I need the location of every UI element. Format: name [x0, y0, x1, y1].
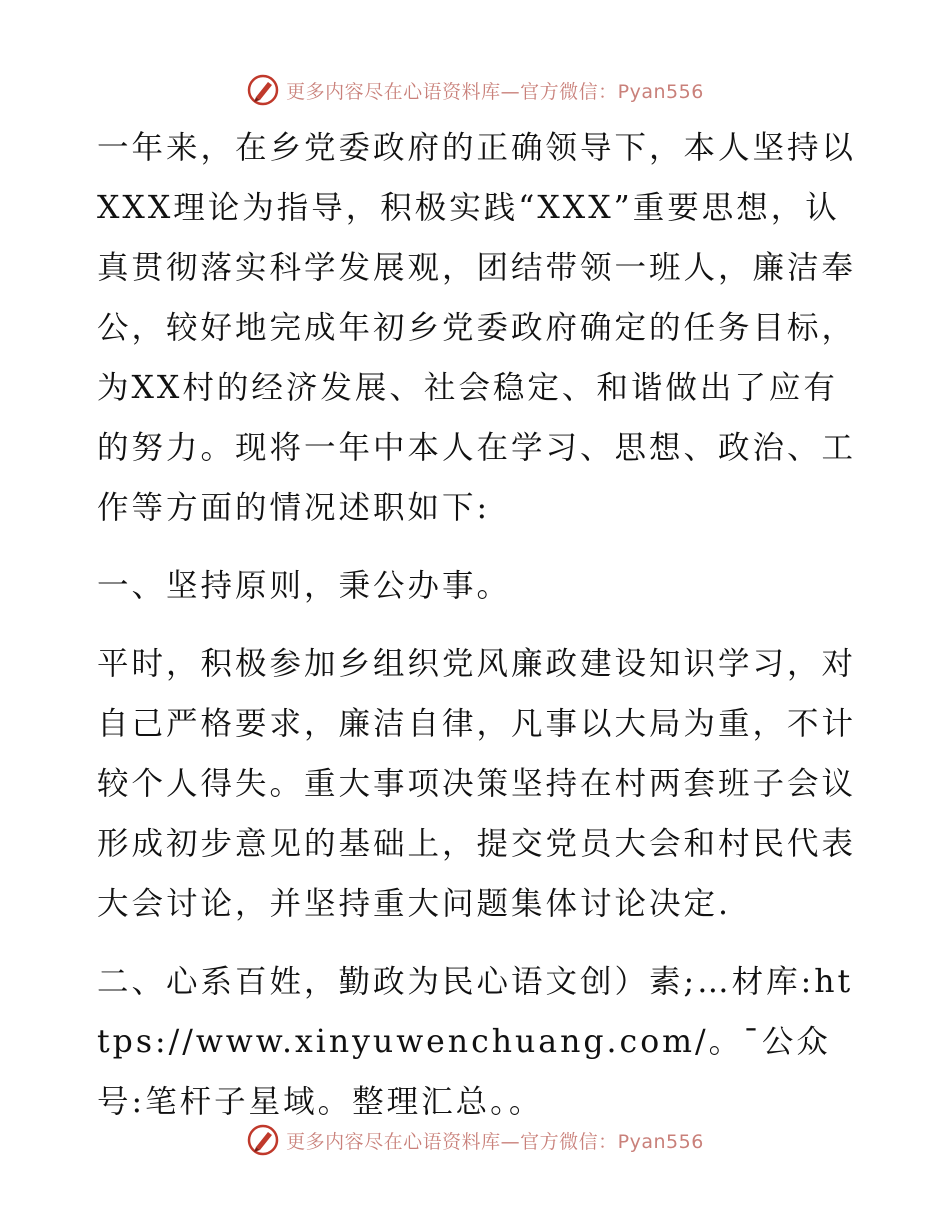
header-watermark: [0, 70, 950, 110]
paragraph-section-1: 平时，积极参加乡组织党风廉政建设知识学习，对自己严格要求，廉洁自律，凡事以大局为重，不计较个人得失。重大事项决策坚持在村两套班子会议形成初步意见的基础上，提交党员大会和村民代表大会讨论，并坚持重大问题集体讨论决定.: [97, 646, 857, 922]
pen-logo-icon: [246, 1123, 280, 1157]
section-heading-2: 二、心系百姓，勤政为民心语文创）素;…材库:https://www.xinyuwenchuang.com/。¯公众号:笔杆子星域。整理汇总。。: [97, 964, 854, 1120]
document-body: [97, 118, 857, 1132]
paragraph-intro: 一年来，在乡党委政府的正确领导下，本人坚持以XXX理论为指导，积极实践“XXX”重要思想，认真贯彻落实科学发展观，团结带领一班人，廉洁奉公，较好地完成年初乡党委政府确定的任务目标，为XX村的经济发展、社会稳定、和谐做出了应有的努力。现将一年中本人在学习、思想、政治、工作等方面的情况述职如下:: [97, 130, 857, 526]
pen-logo-icon: [246, 73, 280, 107]
watermark-text: 更多内容尽在心语资料库—官方微信：Pyan556: [286, 1130, 704, 1153]
footer-watermark: [0, 1120, 950, 1160]
watermark-text: 更多内容尽在心语资料库—官方微信：Pyan556: [286, 80, 704, 103]
section-heading-1: 一、坚持原则，秉公办事。: [97, 568, 512, 604]
